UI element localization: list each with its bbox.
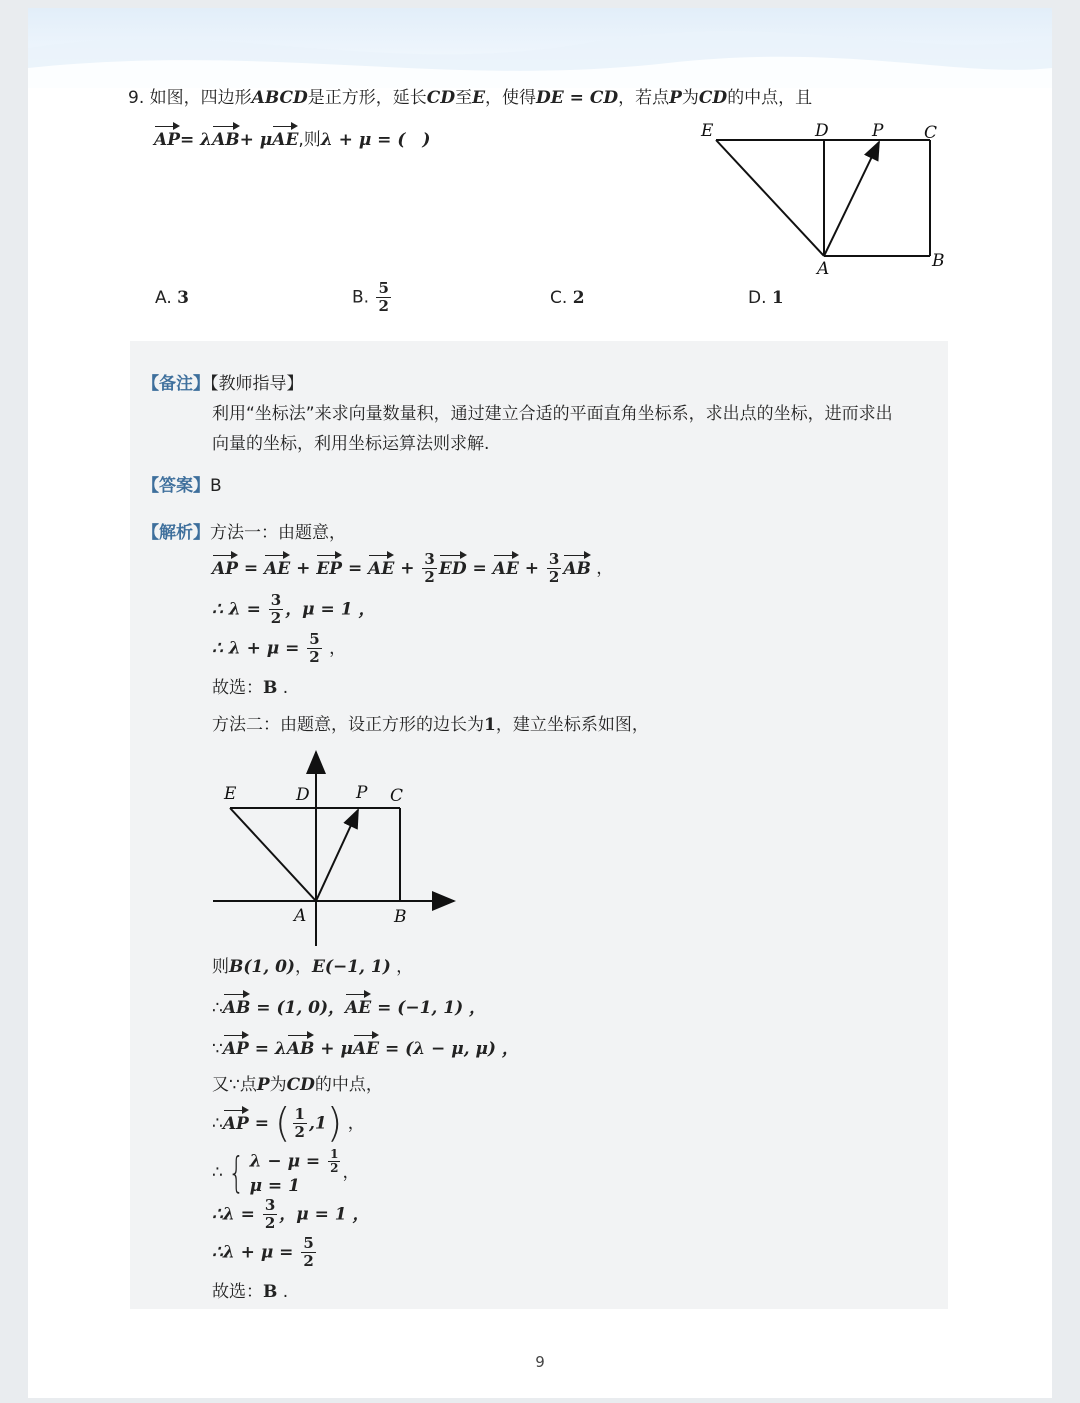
method2-vectors: ∴AB = (1, 0)，AE = (−1, 1) ， xyxy=(212,991,486,1021)
answer-row xyxy=(142,473,222,499)
label-d: D xyxy=(815,121,829,141)
vector-ab: AB xyxy=(212,123,240,149)
figure-coordinate-diagram xyxy=(210,746,460,951)
math-p: P xyxy=(669,88,682,108)
option-b[interactable] xyxy=(352,280,393,315)
answer-value: B xyxy=(210,476,222,496)
page xyxy=(28,8,1052,1398)
method1-lambda-mu: ∴ λ = $\frac{3}{2}$ ，μ = 1 ， xyxy=(212,591,376,627)
stem-text: 是正方形，延长 xyxy=(307,88,427,108)
stem-text: ，使得 xyxy=(485,88,537,108)
question-number: 9. xyxy=(128,88,145,108)
answer-tag: 【答案】 xyxy=(142,476,210,496)
header-banner xyxy=(28,8,1052,88)
method2-ap-value: ∴AP = ( $\frac{1}{2}$ ,1) ， xyxy=(212,1100,365,1147)
notes-title: 【教师指导】 xyxy=(210,374,304,394)
label-d: D xyxy=(296,785,310,805)
method2-midpoint: 又∵点P为CD的中点， xyxy=(212,1075,383,1095)
option-value: 3 xyxy=(177,288,189,308)
math-e: E xyxy=(472,88,486,108)
notes-line-1: 利用“坐标法”来求向量数量积，通过建立合适的平面直角坐标系，求出点的坐标，进而求出 xyxy=(212,404,893,424)
stem-text: ,则 xyxy=(298,130,321,150)
notes-tag: 【备注】 xyxy=(142,374,210,394)
notes-line-2: 向量的坐标，利用坐标运算法则求解. xyxy=(212,434,490,454)
option-letter: D. xyxy=(748,288,767,308)
option-value: 2 xyxy=(572,288,585,308)
option-value: 1 xyxy=(771,288,784,308)
math-eq-lambda: = λ xyxy=(179,130,213,150)
option-a[interactable] xyxy=(155,288,189,308)
math-cd: CD xyxy=(698,88,728,108)
math-de-eq-cd: DE = CD xyxy=(536,88,619,108)
math-plus-mu: + μ xyxy=(239,130,273,150)
notes-header xyxy=(142,371,304,397)
label-a: A xyxy=(294,906,307,926)
label-e: E xyxy=(701,121,714,141)
label-b: B xyxy=(932,251,945,271)
label-c: C xyxy=(390,786,404,806)
stem-text: 为 xyxy=(681,88,699,108)
method1-equation: AP = AE + EP = AE + $\frac{3}{2}$ ED = AE + $\frac{3}{2}$ AB ， xyxy=(212,550,614,586)
method1-sum: ∴ λ + μ = $\frac{5}{2}$ ， xyxy=(212,630,347,666)
method2-ap-expression: ∵AP = λAB + μAE = (λ − μ, μ) ， xyxy=(212,1032,519,1062)
label-p: P xyxy=(356,783,368,803)
option-letter: C. xyxy=(550,288,568,308)
page-number: 9 xyxy=(535,1353,545,1371)
label-p: P xyxy=(872,121,884,141)
segment-ae xyxy=(230,808,316,901)
segment-ae xyxy=(716,140,824,256)
label-a: A xyxy=(817,259,830,279)
method2-sum: ∴λ + μ = $\frac{5}{2}$ xyxy=(212,1234,314,1270)
stem-text: 如图，四边形 xyxy=(149,88,252,108)
figure-square-diagram xyxy=(696,120,956,280)
option-d[interactable] xyxy=(748,288,784,308)
method2-choice: 故选：B . xyxy=(212,1282,289,1302)
vector-ap: AP xyxy=(154,123,180,149)
method1-intro: 方法一：由题意， xyxy=(210,523,346,543)
analysis-tag: 【解析】 xyxy=(142,523,210,543)
question-stem xyxy=(128,85,812,111)
explanation-panel xyxy=(130,341,948,1309)
math-abcd: ABCD xyxy=(251,88,308,108)
math-cd: CD xyxy=(426,88,456,108)
method2-intro: 方法二：由题意，设正方形的边长为1，建立坐标系如图， xyxy=(212,715,649,735)
vector-ae: AE xyxy=(272,123,298,149)
method2-points: 则B(1, 0)，E(−1, 1) ， xyxy=(212,957,414,977)
vector-ap-arrow xyxy=(824,142,879,256)
question-equation xyxy=(154,123,430,153)
method2-lambda-mu: ∴λ = $\frac{3}{2}$ ，μ = 1 ， xyxy=(212,1196,370,1232)
option-letter: B. xyxy=(352,287,370,308)
analysis-header xyxy=(142,520,346,546)
method2-system: ∴ { λ − μ = $\frac{1}{2}$ μ = 1 ， xyxy=(212,1147,360,1197)
option-c[interactable] xyxy=(550,288,585,308)
stem-text: 的中点，且 xyxy=(727,88,813,108)
stem-text: 至 xyxy=(455,88,473,108)
method1-choice: 故选：B . xyxy=(212,678,289,698)
label-c: C xyxy=(924,123,938,143)
option-fraction: $\frac{5}{2}$ xyxy=(378,279,389,315)
label-b: B xyxy=(394,907,407,927)
math-ask: λ + μ = ( ) xyxy=(320,130,431,150)
label-e: E xyxy=(224,784,237,804)
stem-text: ，若点 xyxy=(618,88,670,108)
option-letter: A. xyxy=(155,288,172,308)
vector-ap-arrow xyxy=(316,810,358,901)
